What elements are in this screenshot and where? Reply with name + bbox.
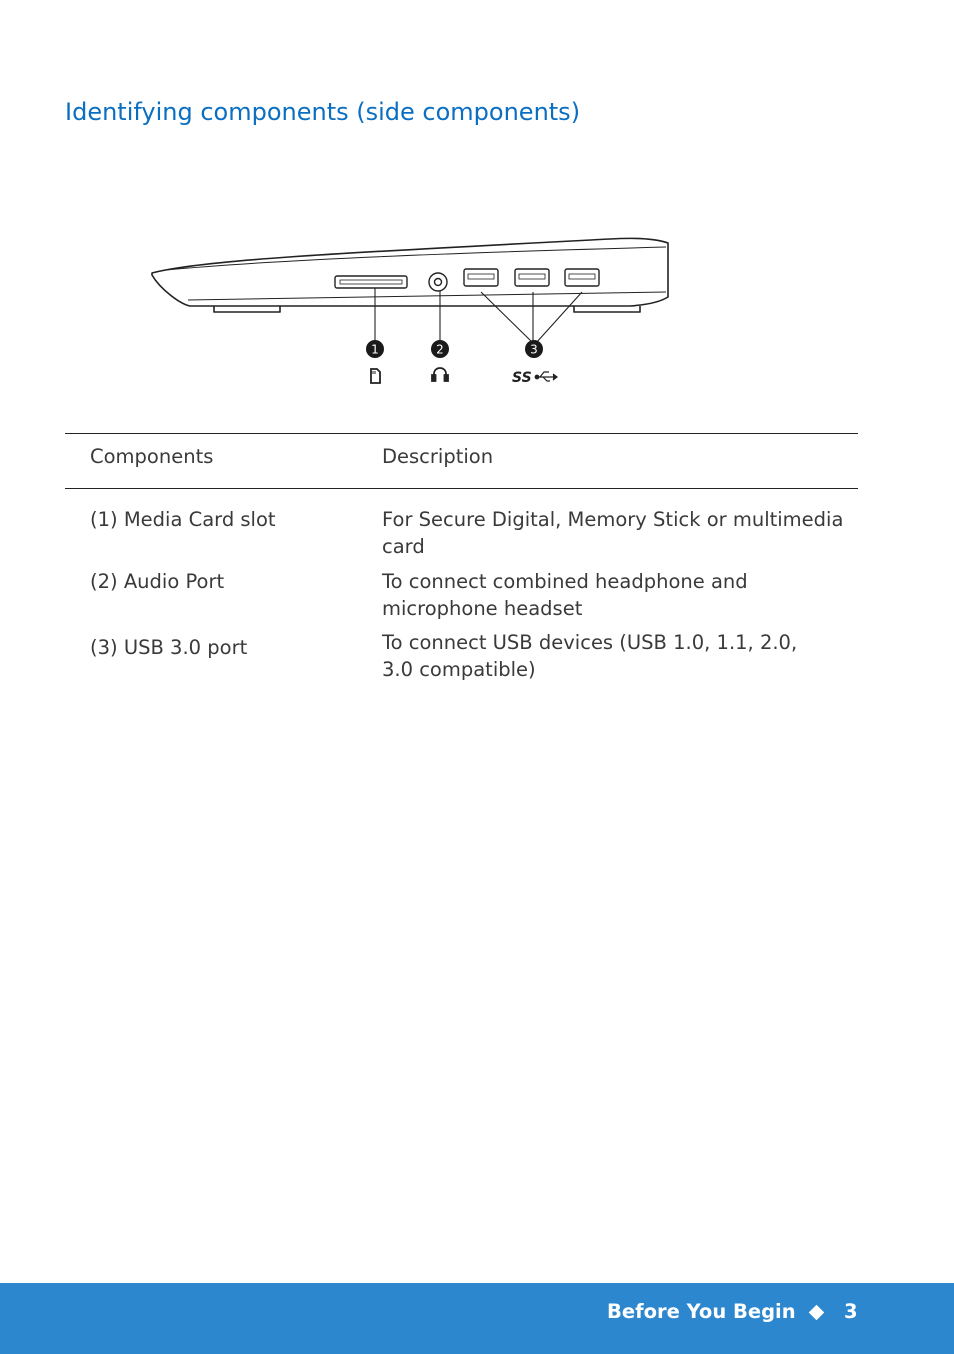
component-name: (1) Media Card slot (90, 508, 276, 531)
component-name: (3) USB 3.0 port (90, 636, 248, 659)
usb-port (515, 269, 549, 286)
description-line: 3.0 compatible) (382, 658, 536, 681)
callout-number: 3 (530, 342, 538, 357)
usb-superspeed-icon (512, 370, 557, 386)
audio-port (429, 273, 447, 291)
component-name: (2) Audio Port (90, 570, 225, 593)
callout-number: 1 (371, 342, 379, 357)
description-line: card (382, 535, 425, 558)
footer-bar (0, 1283, 954, 1354)
page-number: 3 (844, 1300, 858, 1323)
callout-badge-2 (431, 340, 449, 358)
media-card-icon (371, 369, 380, 383)
media-card-slot (335, 276, 407, 288)
usb-port (565, 269, 599, 286)
component-description (382, 506, 882, 560)
usb-logo-text: SS (512, 370, 532, 386)
usb-port (464, 269, 498, 286)
description-line: microphone headset (382, 597, 583, 620)
callout-badge-3 (525, 340, 543, 358)
callout-number: 2 (436, 342, 444, 357)
laptop-side-outline (152, 238, 668, 312)
description-line: For Secure Digital, Memory Stick or multimedia (382, 508, 844, 531)
component-description (382, 629, 882, 683)
table-header-rule (65, 488, 858, 489)
table-header-components: Components (90, 445, 214, 468)
description-line: To connect combined headphone and (382, 570, 748, 593)
footer-section-title: Before You Begin (607, 1300, 796, 1323)
callout-badge-1 (366, 340, 384, 358)
laptop-side-figure (140, 225, 680, 395)
component-description (382, 568, 882, 622)
table-header-description: Description (382, 445, 494, 468)
description-line: To connect USB devices (USB 1.0, 1.1, 2.0, (382, 631, 798, 654)
headphone-icon (432, 368, 448, 381)
table-top-rule (65, 433, 858, 434)
page-title: Identifying components (side components) (65, 98, 581, 126)
